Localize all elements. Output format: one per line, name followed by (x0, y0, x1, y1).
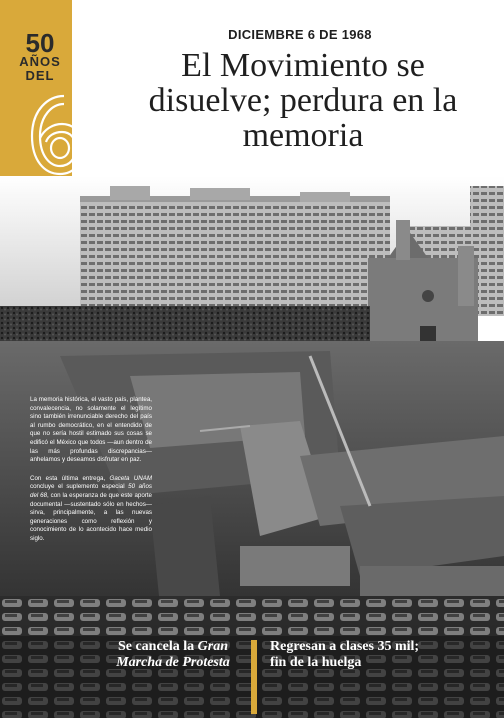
intro-paragraph-1: La memoria histórica, el vasto país, plantea, convalecencia, no solamente el legítimo sino también irrenunciable derecho del país al rumbo democrático, en el entendido de que no sería hostil estimado sus cosas se edificó el México que todos —aun dentro de las más profundas discrepancias— anhelamos y deseamos disfrutar en paz. (30, 396, 152, 464)
years-del: DEL (25, 68, 55, 83)
bottom-headline-left (98, 639, 248, 671)
years-word: AÑOS (19, 54, 61, 69)
bottom-divider (251, 640, 257, 714)
years-number: 50 (25, 28, 55, 58)
page-headline: El Movimiento se disuelve; perdura en la memoria (148, 47, 458, 154)
intro-paragraph-2 (30, 475, 152, 544)
intro-p2-supplement: 50 años del 68 (30, 483, 152, 499)
intro-p2-mid: concluye el suplemento especial (30, 483, 129, 491)
bottom-left-pre: Se cancela la (117, 639, 198, 654)
date-kicker: DICIEMBRE 6 DE 1968 (228, 27, 372, 42)
bottom-headline-right: Regresan a clases 35 mil; fin de la huelga (270, 639, 420, 670)
intro-p2-before: Con esta última entrega, (30, 474, 110, 482)
intro-text (30, 396, 152, 554)
intro-p2-publication: Gaceta UNAM (109, 474, 152, 482)
intro-p2-after: , con la esperanza de que este aporte documental —sustentado sólo en hechos— sirva, principalmente, a las nuevas generaciones como reflexión y conocimiento de lo acontecido hace medio siglo. (30, 491, 152, 542)
bottom-left-italic: Gran Marcha de Protesta (116, 639, 230, 670)
logo-68 (20, 86, 132, 182)
